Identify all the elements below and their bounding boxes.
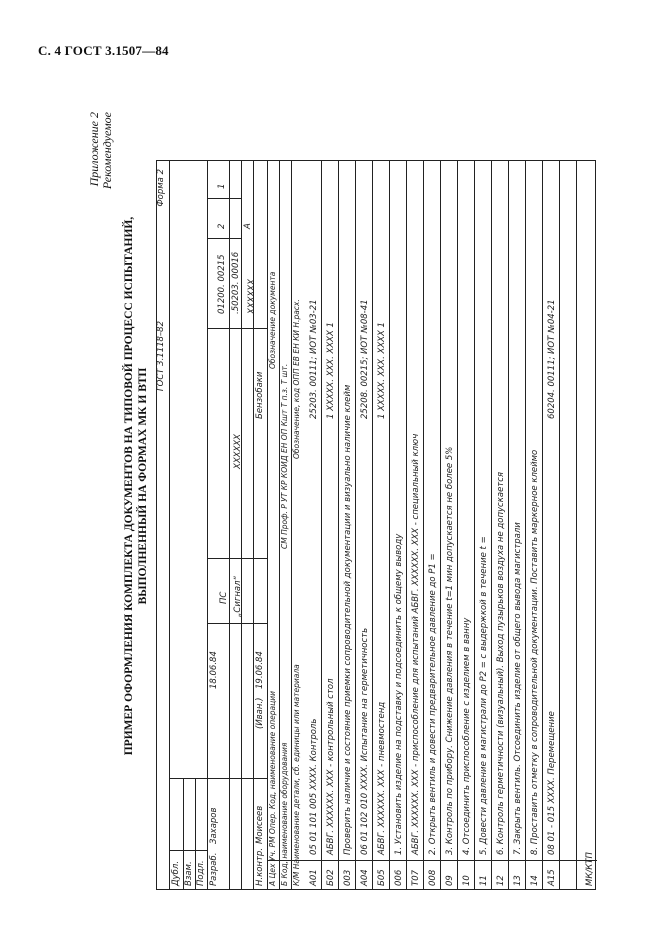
row-text: АБВГ. XXXXXX. XXX - контрольный стол [326, 678, 336, 855]
row-text: Проверить наличие и состояние приемки сопроводительной документации и визуально наличие клейм [343, 384, 353, 855]
designation-mid: XXXXXX [233, 434, 243, 469]
row-divider [389, 161, 390, 889]
header-b-right: СМ Проф. Р УТ КР КОИД ЕН ОП Кшт Т п.з. Т шт. [280, 363, 289, 549]
row-text: 4. Отсоединить приспособление с изделием в ванну [462, 617, 472, 855]
form-frame [156, 160, 596, 890]
label-dubl: Дубл. [171, 860, 181, 886]
divider [207, 161, 208, 889]
designation-right: XXXXXX [247, 279, 257, 314]
code1: 01200. 00215 [217, 254, 227, 314]
row-text: 05 01 101 005 XXXX. Контроль [309, 718, 319, 855]
route-card-form [156, 160, 596, 890]
row-divider [372, 161, 373, 889]
row-divider [576, 161, 577, 889]
row-number: 11 [479, 875, 489, 886]
row-text: 8. Проставить отметку в сопроводительной документации. Поставить маркерное клеймо [530, 449, 540, 855]
ps-label: ПС [219, 591, 229, 604]
row-number: 10 [462, 875, 472, 886]
row-divider [355, 161, 356, 889]
row-divider [491, 161, 492, 889]
divider [207, 623, 267, 624]
form-gost: ГОСТ 3.1118–82 [156, 321, 166, 392]
row-divider [338, 161, 339, 889]
row-divider [440, 161, 441, 889]
title-line2: ВЫПОЛНЕННЫЙ НА ФОРМАХ МК И ВТП [137, 367, 149, 605]
divider [207, 198, 241, 199]
header-k-right: Обозначение, код ОПП ЕВ ЕН КИ Н.расх. [292, 299, 301, 459]
row-divider [508, 161, 509, 889]
divider [169, 850, 207, 851]
row-divider [525, 161, 526, 889]
appendix-line1: Приложение 2 [87, 112, 101, 187]
row-divider [542, 161, 543, 889]
row-number: 12 [496, 875, 506, 886]
label-vzam: Взам. [184, 861, 194, 886]
letter: А [243, 223, 253, 229]
divider [253, 161, 254, 889]
row-right: 1 XXXXX. XXX. XXXX 1 [377, 322, 387, 419]
row-text: 5. Довести давление в магистрали до P2 = с выдержкой в течение t = [479, 536, 489, 855]
row-text: 3. Контроль по прибору. Снижение давления в течение t=1 мин допускается не более 5% [445, 446, 455, 855]
header-a-right: Обозначение документа [268, 271, 277, 369]
header-k: К/М Наименование детали, сб. единицы или материала [292, 664, 301, 886]
title-line1: ПРИМЕР ОФОРМЛЕНИЯ КОМПЛЕКТА ДОКУМЕНТОВ НА ТИПОВОЙ ПРОЦЕСС ИСПЫТАНИЙ, [123, 216, 135, 756]
razrab-name: Захаров [209, 807, 219, 844]
label-podl: Подл. [196, 860, 206, 886]
signature: (Иван.) [255, 697, 265, 729]
appendix-line2: Рекомендуемое [100, 112, 114, 190]
row-text: АБВГ. XXXXXX. XXX - пневмостенд [377, 701, 387, 855]
divider [229, 161, 230, 889]
part-name: Бензобаки [255, 371, 265, 419]
divider [207, 558, 267, 559]
row-text: 7. Закрыть вентиль. Отсоединить изделие от общего вывода магистрали [513, 522, 523, 855]
divider [169, 161, 170, 889]
row-number: 13 [513, 875, 523, 886]
row-number: Т07 [411, 869, 421, 886]
row-number: 003 [343, 869, 353, 886]
row-text: 1. Установить изделие на подставку и подсоединить к общему выводу [394, 533, 404, 855]
divider [207, 328, 267, 329]
row-text: 06 01 102 010 XXXX. Испытание на герметичность [360, 627, 370, 855]
form-number: Форма 2 [156, 169, 166, 207]
row-text: 2. Открыть вентиль и довести предварительное давление до P1 = [428, 553, 438, 855]
row-number: Б02 [326, 869, 336, 886]
row-number: 006 [394, 869, 404, 886]
row-divider [457, 161, 458, 889]
row-number: 14 [530, 875, 540, 886]
razrab-label: Разраб. [209, 852, 219, 886]
sheets-total: 2 [217, 223, 227, 229]
row-right: 1 XXXXX. XXX. XXXX 1 [326, 322, 336, 419]
row-right: 60204. 00111; ИОТ №04-21 [547, 299, 557, 419]
row-number: А01 [309, 869, 319, 886]
appendix-label [88, 112, 114, 189]
page-header: С. 4 ГОСТ 3.1507—84 [38, 43, 169, 58]
row-text: 08 01 - 015 XXXX. Перемещение [547, 711, 557, 855]
header-b: Б Код, наименование оборудования [280, 742, 289, 886]
row-divider [321, 161, 322, 889]
row-number: А04 [360, 869, 370, 886]
row-number: А15 [547, 869, 557, 886]
date1: 18.06.84 [209, 651, 219, 689]
document-title [122, 116, 150, 856]
row-text: 6. Контроль герметичности (визуальный). Выход пузырьков воздуха не допускается [496, 471, 506, 855]
sheets-current: 1 [217, 183, 227, 189]
product-name: „Сигнал“ [233, 576, 243, 617]
row-divider [406, 161, 407, 889]
nkontr-name: Моисеев [255, 805, 265, 844]
date2: 19.06.84 [255, 651, 265, 689]
row-number: Б05 [377, 869, 387, 886]
row-right: 25208. 00215; ИОТ №08-41 [360, 299, 370, 419]
row-divider [474, 161, 475, 889]
form-footer: МК/КТП [585, 852, 595, 886]
row-divider [423, 161, 424, 889]
nkontr-label: Н.контр. [255, 847, 265, 886]
row-number: 008 [428, 869, 438, 886]
divider [207, 238, 241, 239]
row-divider [559, 161, 560, 889]
row-number: 09 [445, 875, 455, 886]
row-right: 25203. 00111; ИОТ №03-21 [309, 299, 319, 419]
divider [241, 161, 242, 889]
code2: .50203. 00016 [231, 251, 241, 314]
header-a: А Цех Уч. РМ Опер. Код, наименование операции [268, 691, 277, 886]
divider [169, 778, 267, 779]
row-text: АБВГ. XXXXXX. XXX - приспособление для испытаний АБВГ. XXXXXX. XXX - специальный ключ [411, 433, 421, 855]
divider [267, 860, 597, 861]
